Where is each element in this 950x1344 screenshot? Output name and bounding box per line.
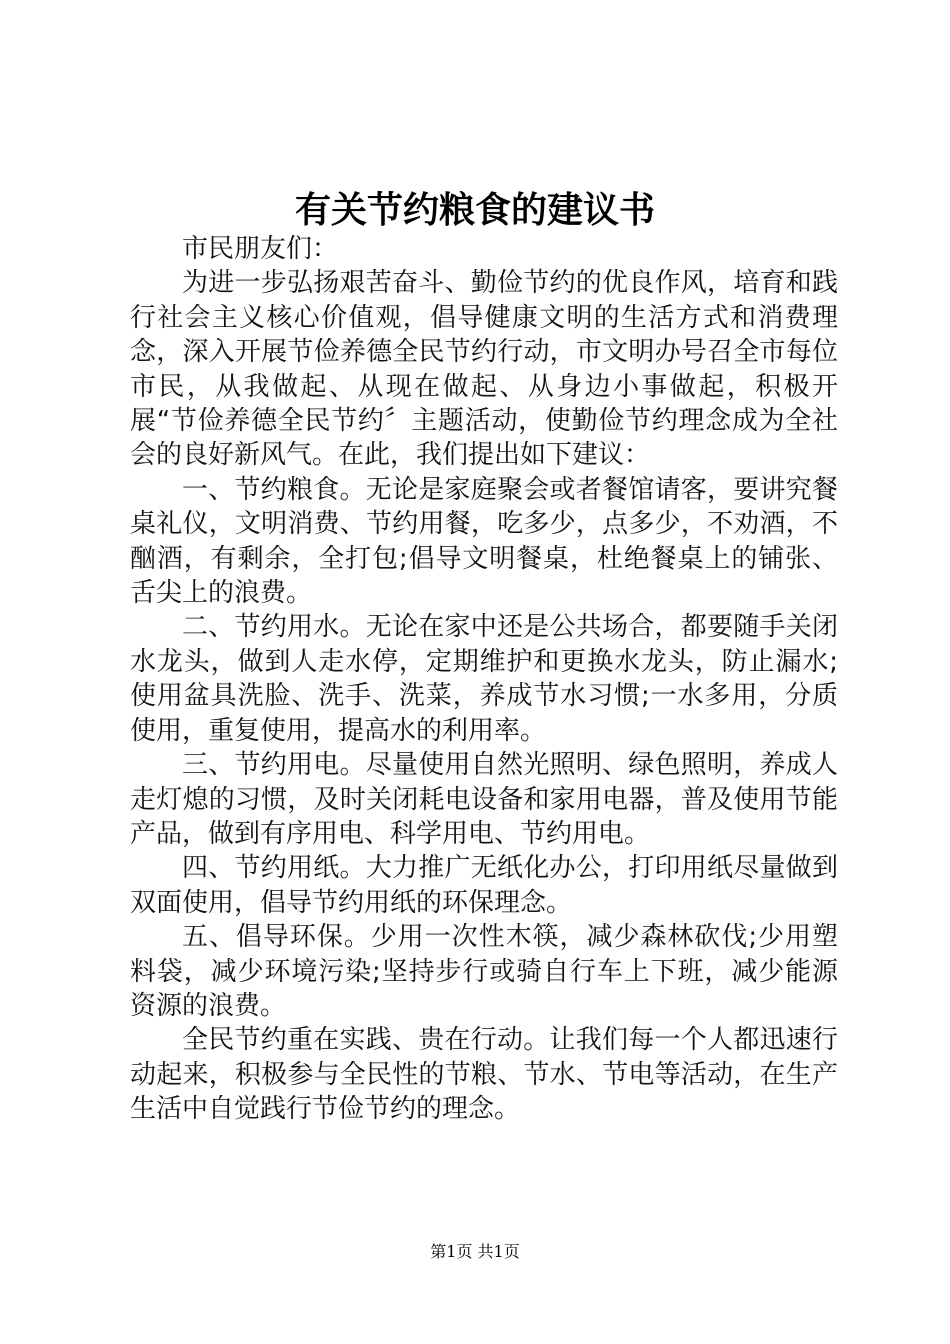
paragraph-save-water: 二、节约用水。无论在家中还是公共场合，都要随手关闭水龙头，做到人走水停，定期维护和更换水龙头，防止漏水;使用盆具洗脸、洗手、洗菜，养成节水习惯;一水多用，分质使用，重复使用，提高水的利用率。 xyxy=(130,612,838,746)
document-title: 有关节约粮食的建议书 xyxy=(294,189,655,231)
paragraph-environment: 五、倡导环保。少用一次性木筷，减少森林砍伐;少用塑料袋，减少环境污染;坚持步行或骑自行车上下班，减少能源资源的浪费。 xyxy=(130,922,838,1021)
salutation: 市民朋友们： xyxy=(182,234,339,264)
paragraph-conclusion: 全民节约重在实践、贵在行动。让我们每一个人都迅速行动起来，积极参与全民性的节粮、节水、节电等活动，在生产生活中自觉践行节俭节约的理念。 xyxy=(130,1025,838,1125)
paragraph-save-food: 一、节约粮食。无论是家庭聚会或者餐馆请客，要讲究餐桌礼仪，文明消费、节约用餐，吃多少，点多少，不劝酒，不酗酒，有剩余，全打包;倡导文明餐桌，杜绝餐桌上的铺张、舌尖上的浪费。 xyxy=(130,474,838,609)
paragraph-save-electricity: 三、节约用电。尽量使用自然光照明、绿色照明，养成人走灯熄的习惯，及时关闭耗电设备和家用电器，普及使用节能产品，做到有序用电、科学用电、节约用电。 xyxy=(130,750,838,849)
page-number-footer: 第1页 共1页 xyxy=(430,1242,520,1261)
paragraph-save-paper: 四、节约用纸。大力推广无纸化办公，打印用纸尽量做到双面使用，倡导节约用纸的环保理念。 xyxy=(130,853,838,918)
document-body xyxy=(130,232,838,1127)
paragraph-intro: 为进一步弘扬艰苦奋斗、勤俭节约的优良作风，培育和践行社会主义核心价值观，倡导健康文明的生活方式和消费理念，深入开展节俭养德全民节约行动，市文明办号召全市每位市民，从我做起、从现在做起、从身边小事做起，积极开展“节俭养德全民节约〞主题活动，使勤俭节约理念成为全社会的良好新风气。在此，我们提出如下建议： xyxy=(130,268,838,471)
